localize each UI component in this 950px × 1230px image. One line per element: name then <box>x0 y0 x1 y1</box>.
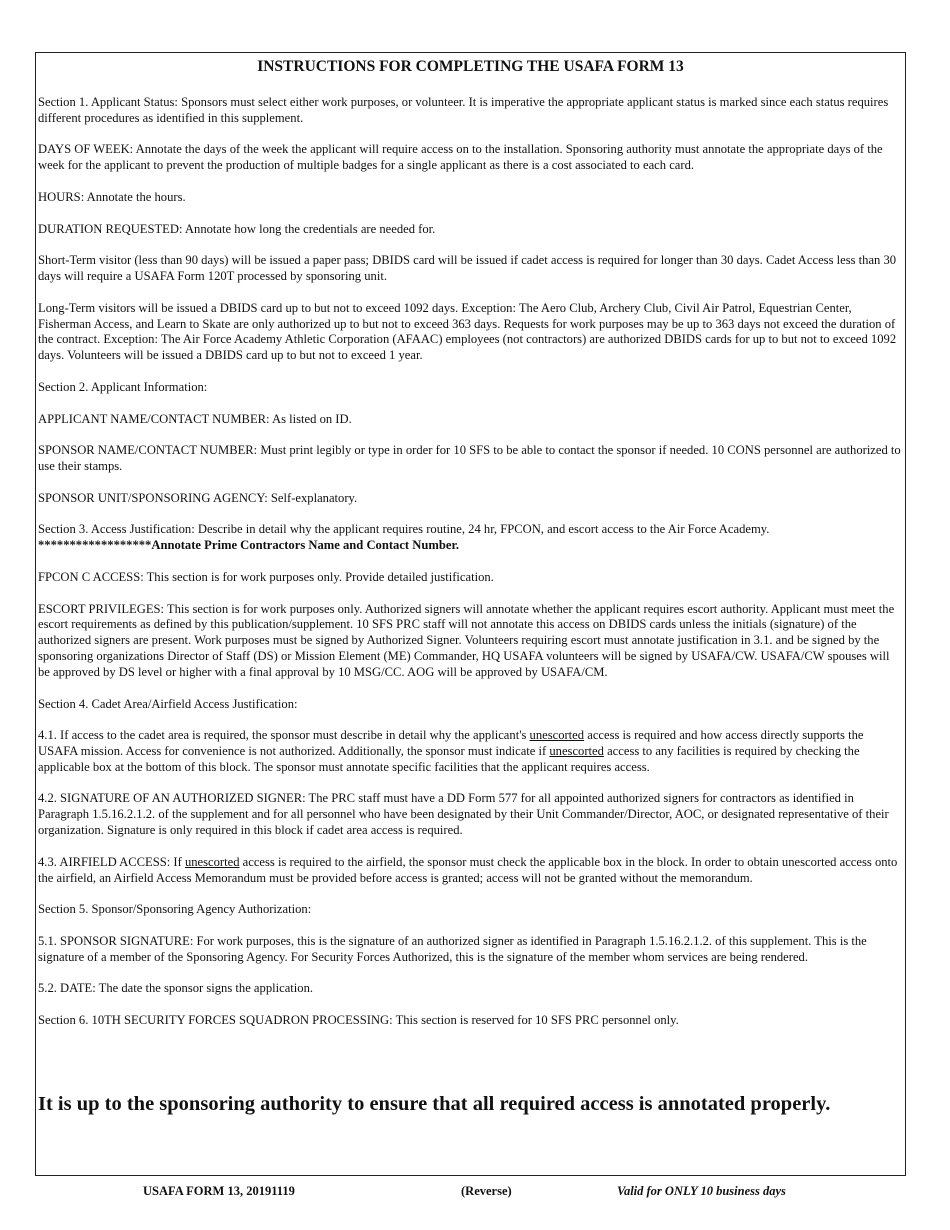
paragraph-5-1: 5.1. SPONSOR SIGNATURE: For work purposes, this is the signature of an authorized signer as identified in Paragraph 1.5.16.2.1.2. of this supplement. This is the signature of a member of the Sponsoring Agency. For Security Forces Authorized, this is the signature of the member whom services are being rendered. <box>38 933 867 964</box>
page-title: INSTRUCTIONS FOR COMPLETING THE USAFA FORM 13 <box>257 58 684 75</box>
paragraph-4-2: 4.2. SIGNATURE OF AN AUTHORIZED SIGNER: The PRC staff must have a DD Form 577 for all appointed authorized signers for contractors as identified in Paragraph 1.5.16.2.1.2. of the supplement and for all personnel who have been designated by their Unit Commander/Director, AOC, or designated representative of their organization. Signature is only required in this block if cadet area access is required. <box>38 791 889 838</box>
sponsor-unit-paragraph: SPONSOR UNIT/SPONSORING AGENCY: Self-explanatory. <box>38 490 358 505</box>
section-3-paragraph <box>38 522 902 554</box>
days-of-week-paragraph: DAYS OF WEEK: Annotate the days of the week the applicant will require access on to the installation. Sponsoring authority must annotate the appropriate days of the week for the applicant to prevent the production of multiple badges for a single applicant as there is a cost associated to each card. <box>38 142 883 173</box>
paragraph-4-3 <box>38 855 902 887</box>
fpcon-paragraph: FPCON C ACCESS: This section is for work purposes only. Provide detailed justification. <box>38 569 494 584</box>
page-side: (Reverse) <box>461 1184 512 1198</box>
p43-text-a: 4.3. AIRFIELD ACCESS: If <box>38 854 185 869</box>
instructions-body <box>38 95 902 1045</box>
long-term-paragraph: Long-Term visitors will be issued a DBIDS card up to but not to exceed 1092 days. Exception: The Aero Club, Archery Club, Civil Air Patrol, Equestrian Center, Fisherman Access, and Learn to Skate are only authorized up to but not to exceed 363 days. Requests for work purposes may be up to 363 days not exceed the duration of the contract. Exception: The Air Force Academy Athletic Corporation (AFAAC) employees (not contractors) are authorized DBIDS cards for up to but not to exceed 1092 days. Volunteers will be issued a DBIDS card up to but not to exceed 1 year. <box>38 300 897 363</box>
closing-statement: It is up to the sponsoring authority to ensure that all required access is annotated properly. <box>38 1093 831 1115</box>
p41-text-a: 4.1. If access to the cadet area is required, the sponsor must describe in detail why the applicant's <box>38 728 530 743</box>
p41-underlined-2: unescorted <box>549 743 604 758</box>
p43-text-b: access is required to the airfield, the sponsor must check the applicable box in the block. In order to obtain unescorted access onto the airfield, an Airfield Access Memorandum must be provided before access is granted; access will not be granted without the memorandum. <box>38 854 898 885</box>
escort-paragraph: ESCORT PRIVILEGES: This section is for work purposes only. Authorized signers will annotate whether the applicant requires escort authority. Applicant must meet the escort requirements as defined by this publication/supplement. 10 SFS PRC staff will not annotate this access on DBIDS cards unless the initials (signature) of the authorized signers are present. Work purposes must be signed by Authorized Signer. Volunteers requiring escort must annotate justification in 3.1. and be signed by the sponsoring organizations Director of Staff (DS) or Mission Element (ME) Commander, HQ USAFA volunteers will be signed by USAFA/CW. USAFA/CW spouses will be approved by DS level or higher with a final approval by 10 MSG/CC. AOG will be approved by USAFA/CM. <box>38 601 895 679</box>
short-term-paragraph: Short-Term visitor (less than 90 days) will be issued a paper pass; DBIDS card will be issued if cadet access is required for longer than 30 days. Cadet Access less than 30 days will require a USAFA Form 120T processed by sponsoring unit. <box>38 253 897 284</box>
section-5-heading: Section 5. Sponsor/Sponsoring Agency Authorization: <box>38 902 312 917</box>
paragraph-5-2: 5.2. DATE: The date the sponsor signs the application. <box>38 981 314 996</box>
p41-text-c: access to any facilities is required by checking the applicable box at the bottom of this block. The sponsor must annotate specific facilities that the applicant requires access. <box>38 743 860 774</box>
applicant-name-paragraph: APPLICANT NAME/CONTACT NUMBER: As listed on ID. <box>38 411 352 426</box>
p41-underlined-1: unescorted <box>529 728 585 743</box>
sponsor-name-paragraph: SPONSOR NAME/CONTACT NUMBER: Must print legibly or type in order for 10 SFS to be able to contact the sponsor if needed. 10 CONS personnel are authorized to use their stamps. <box>38 443 901 474</box>
section-3-contractor-note: ******************Annotate Prime Contractors Name and Contact Number. <box>38 538 460 553</box>
duration-paragraph: DURATION REQUESTED: Annotate how long the credentials are needed for. <box>38 221 436 236</box>
p41-text-b: access is required and how access directly supports the USAFA mission. Access for convenience is not authorized. Additionally, the sponsor must indicate if <box>38 728 864 758</box>
form-number: USAFA FORM 13, 20191119 <box>143 1184 295 1198</box>
section-3-text: Section 3. Access Justification: Describe in detail why the applicant requires routine, 24 hr, FPCON, and escort access to the Air Force Academy. <box>38 522 770 537</box>
p43-underlined: unescorted <box>184 854 240 869</box>
paragraph-4-1 <box>38 728 902 775</box>
section-2-heading: Section 2. Applicant Information: <box>38 379 208 394</box>
hours-paragraph: HOURS: Annotate the hours. <box>38 189 186 204</box>
section-1-paragraph: Section 1. Applicant Status: Sponsors must select either work purposes, or volunteer. It is imperative the appropriate applicant status is marked since each status requires different procedures as identified in this supplement. <box>38 95 889 125</box>
form-frame <box>35 52 906 1176</box>
section-4-heading: Section 4. Cadet Area/Airfield Access Justification: <box>38 696 298 711</box>
section-6-paragraph: Section 6. 10TH SECURITY FORCES SQUADRON PROCESSING: This section is reserved for 10 SFS PRC personnel only. <box>38 1013 679 1028</box>
validity-note: Valid for ONLY 10 business days <box>617 1184 786 1198</box>
